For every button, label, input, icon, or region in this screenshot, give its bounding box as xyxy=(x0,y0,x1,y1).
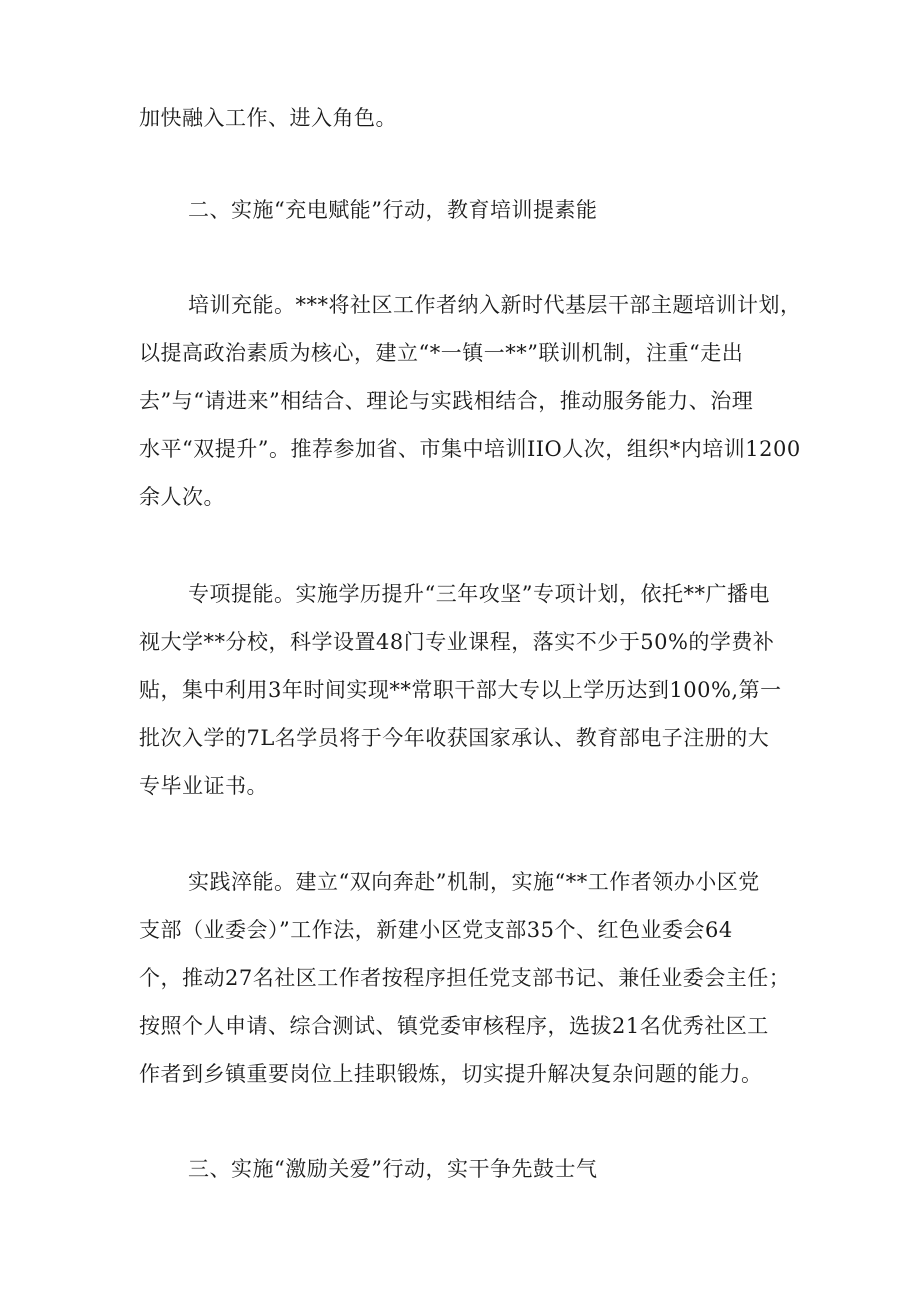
text-line: 批次入学的7L名学员将于今年收获国家承认、教育部电子注册的大 xyxy=(139,726,770,750)
section-heading: 二、实施“充电赋能”行动，教育培训提素能 xyxy=(188,198,598,222)
text-line: 视大学**分校，科学设置48门专业课程，落实不少于50%的学费补 xyxy=(139,630,775,654)
text-line: 专项提能。实施学历提升“三年攻坚”专项计划，依托**广播电 xyxy=(188,582,770,606)
text-line: 余人次。 xyxy=(139,485,225,509)
text-line: 支部（业委会）”工作法，新建小区党支部35个、红色业委会64 xyxy=(139,918,733,942)
text-line: 水平“双提升”。推荐参加省、市集中培训IIO人次，组织*内培训1200 xyxy=(139,437,801,461)
text-line: 按照个人申请、综合测试、镇党委审核程序，选拔21名优秀社区工 xyxy=(139,1014,769,1038)
section-heading: 三、实施“激励关爱”行动，实干争先鼓士气 xyxy=(188,1157,598,1181)
text-line: 实践淬能。建立“双向奔赴”机制，实施“**工作者领办小区党 xyxy=(188,870,760,894)
text-line: 培训充能。***将社区工作者纳入新时代基层干部主题培训计划， xyxy=(188,293,802,317)
text-line: 专毕业证书。 xyxy=(139,774,268,798)
text-line: 作者到乡镇重要岗位上挂职锻炼，切实提升解决复杂问题的能力。 xyxy=(139,1062,763,1086)
text-line: 加快融入工作、进入角色。 xyxy=(139,106,397,130)
text-line: 去”与“请进来”相结合、理论与实践相结合，推动服务能力、治理 xyxy=(139,389,754,413)
text-line: 个，推动27名社区工作者按程序担任党支部书记、兼任业委会主任； xyxy=(139,966,791,990)
text-line: 贴，集中利用3年时间实现**常职干部大专以上学历达到100%,第一 xyxy=(139,678,782,702)
text-line: 以提高政治素质为核心，建立“*一镇一**”联训机制，注重“走出 xyxy=(139,341,744,365)
